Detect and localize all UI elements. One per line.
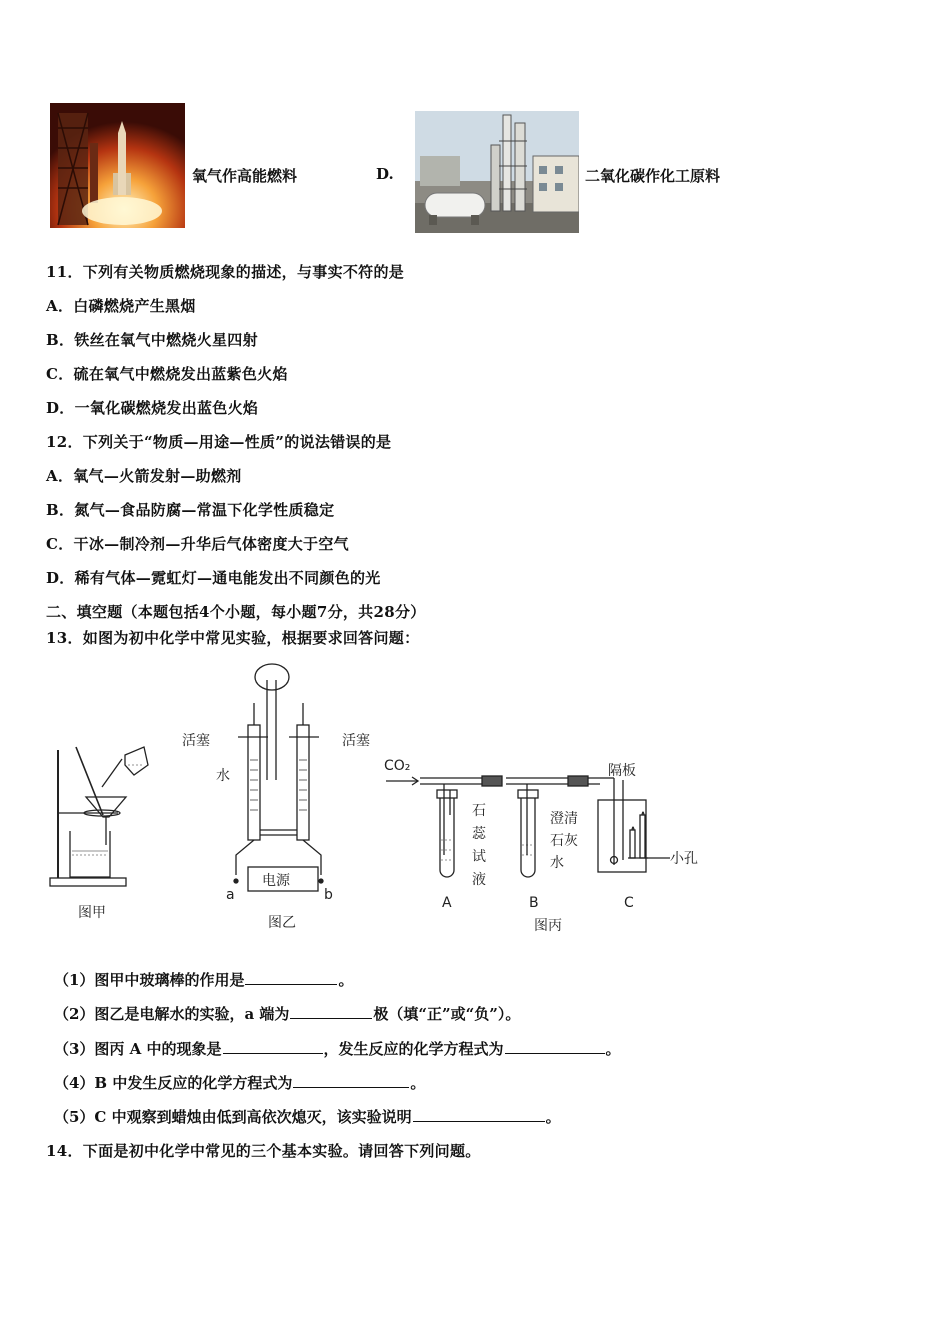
electrolysis-apparatus bbox=[234, 664, 323, 891]
label-dianyuan: 电源 bbox=[262, 873, 290, 889]
q12-stem: 12．下列关于“物质—用途—性质”的说法错误的是 bbox=[46, 433, 392, 451]
answer-blank-3b[interactable] bbox=[505, 1039, 605, 1054]
experiment-figure bbox=[40, 655, 740, 940]
label-shirui-1: 石 bbox=[472, 803, 486, 819]
q13-part-5: （5）C 中观察到蜡烛由低到高依次熄灭，该实验说明 。 bbox=[54, 1108, 561, 1126]
label-a-terminal: a bbox=[226, 887, 235, 903]
option-d-caption: 二氧化碳作化工原料 bbox=[585, 167, 721, 185]
q12-option-d: D．稀有气体—霓虹灯—通电能发出不同颜色的光 bbox=[46, 569, 381, 587]
q13-part-3: （3）图丙 A 中的现象是 ，发生反应的化学方程式为 。 bbox=[54, 1040, 621, 1058]
label-yi: 图乙 bbox=[268, 915, 296, 931]
label-huosai-left: 活塞 bbox=[182, 733, 210, 749]
q11-option-a: A．白磷燃烧产生黑烟 bbox=[46, 297, 196, 315]
answer-blank-2[interactable] bbox=[290, 1004, 372, 1019]
q13-stem: 13．如图为初中化学中常见实验，根据要求回答问题： bbox=[46, 629, 420, 647]
label-shui: 水 bbox=[216, 768, 230, 784]
label-co2: CO₂ bbox=[384, 758, 411, 774]
option-c-caption: 氧气作高能燃料 bbox=[192, 167, 298, 185]
co2-apparatus bbox=[386, 776, 670, 877]
filtration-apparatus bbox=[50, 747, 148, 886]
label-shirui-3: 试 bbox=[472, 849, 486, 865]
rocket-launch-image bbox=[50, 103, 185, 228]
answer-blank-4[interactable] bbox=[293, 1073, 409, 1088]
q13-part-1: （1）图甲中玻璃棒的作用是 。 bbox=[54, 971, 354, 989]
label-huosai-right: 活塞 bbox=[342, 733, 370, 749]
label-geban: 隔板 bbox=[608, 763, 636, 779]
q11-option-c: C．硫在氧气中燃烧发出蓝紫色火焰 bbox=[46, 365, 288, 383]
answer-blank-5[interactable] bbox=[413, 1107, 545, 1122]
q12-option-c: C．干冰—制冷剂—升华后气体密度大于空气 bbox=[46, 535, 349, 553]
answer-blank-3a[interactable] bbox=[223, 1039, 323, 1054]
option-d-letter: D. bbox=[376, 165, 394, 183]
label-tube-c: C bbox=[624, 895, 634, 911]
label-chengqing-3: 水 bbox=[550, 855, 564, 871]
section-heading: 二、填空题（本题包括4个小题，每小题7分，共28分） bbox=[46, 603, 426, 621]
label-chengqing-1: 澄清 bbox=[550, 811, 578, 827]
label-xiaokong: 小孔 bbox=[670, 851, 698, 867]
chemical-plant-image bbox=[415, 111, 579, 233]
q12-option-b: B．氮气—食品防腐—常温下化学性质稳定 bbox=[46, 501, 335, 519]
q13-part-2: （2）图乙是电解水的实验，a 端为 极（填“正”或“负”）。 bbox=[54, 1005, 521, 1023]
label-b-terminal: b bbox=[324, 887, 333, 903]
q11-option-d: D．一氧化碳燃烧发出蓝色火焰 bbox=[46, 399, 259, 417]
q11-stem: 11．下列有关物质燃烧现象的描述，与事实不符的是 bbox=[46, 263, 405, 281]
label-shirui-4: 液 bbox=[472, 872, 486, 888]
label-jia: 图甲 bbox=[78, 905, 106, 921]
q12-option-a: A．氧气—火箭发射—助燃剂 bbox=[46, 467, 242, 485]
q14-stem: 14．下面是初中化学中常见的三个基本实验。请回答下列问题。 bbox=[46, 1142, 481, 1160]
label-shirui-2: 蕊 bbox=[472, 826, 486, 842]
answer-blank-1[interactable] bbox=[245, 970, 337, 985]
label-chengqing-2: 石灰 bbox=[550, 833, 578, 849]
q13-part-4: （4）B 中发生反应的化学方程式为 。 bbox=[54, 1074, 426, 1092]
label-bing: 图丙 bbox=[534, 918, 562, 934]
label-tube-a: A bbox=[442, 895, 452, 911]
q11-option-b: B．铁丝在氧气中燃烧火星四射 bbox=[46, 331, 258, 349]
label-tube-b: B bbox=[529, 895, 539, 911]
